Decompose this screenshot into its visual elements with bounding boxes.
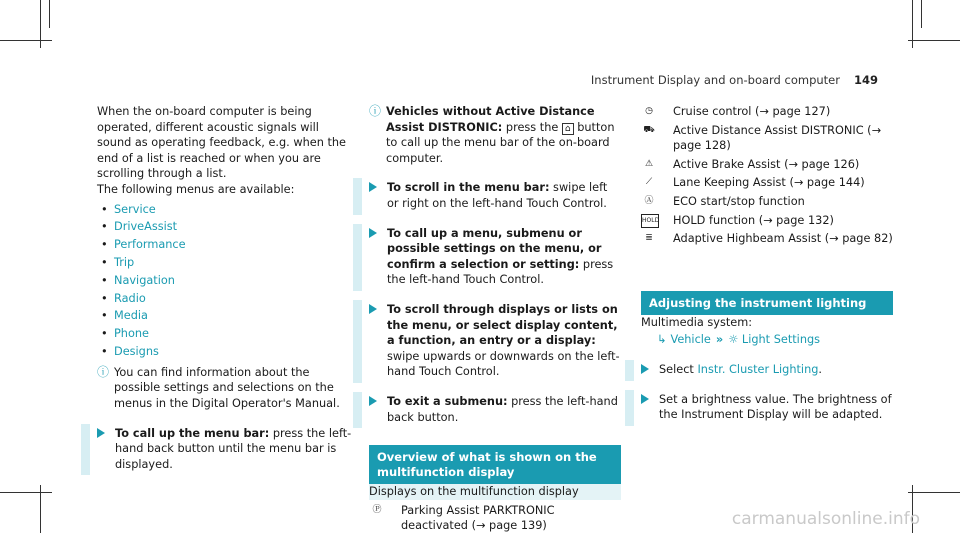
info-icon: ⓘ (369, 104, 382, 118)
bullet: • (101, 344, 108, 358)
eco-icon: Ⓐ (644, 195, 654, 206)
info-note: ⓘ You can find information about the possible settings and selections on the menus in the Digital Operator's Manual. (97, 364, 340, 410)
bullet: • (101, 255, 108, 269)
section-title-lighting: Adjusting the instrument lighting (641, 291, 893, 315)
menu-item-trip[interactable]: • Trip (97, 254, 352, 272)
crop-mark (921, 0, 922, 28)
bullet: • (101, 309, 108, 323)
crop-mark (0, 40, 52, 41)
menu-item-performance[interactable]: • Performance (97, 236, 352, 254)
path-separator-icon: » (715, 333, 724, 347)
step-arrow-icon (641, 364, 649, 374)
bullet: • (101, 220, 108, 234)
crop-mark (49, 0, 50, 28)
step-exit-submenu: To exit a submenu: press the left-hand back button. (369, 394, 621, 425)
hold-icon: HOLD (641, 214, 659, 228)
distronic-icon: ⛟ (643, 124, 655, 135)
menu-item-media[interactable]: • Media (97, 307, 352, 325)
info-note-distronic: ⓘ Vehicles without Active Distance Assist DISTRONIC: press the ⌂ button to call up the menu bar of the on-board computer. (369, 104, 615, 165)
symbol-distronic: ⛟ Active Distance Assist DISTRONIC (→ page 128) (641, 123, 893, 154)
watermark: carmanualsonline.info (731, 509, 920, 529)
symbol-eco: Ⓐ ECO start/stop function (641, 194, 893, 210)
page-number: 149 (853, 73, 878, 87)
page-header (591, 73, 878, 87)
menu-item-radio[interactable]: • Radio (97, 290, 352, 308)
bullet: • (101, 202, 108, 216)
column-left (97, 104, 352, 472)
step-arrow-icon (369, 228, 377, 238)
step-arrow-icon (369, 304, 377, 314)
path-vehicle[interactable]: Vehicle (670, 333, 711, 347)
column-middle (369, 104, 621, 534)
bullet: • (101, 291, 108, 305)
brake-assist-off-icon: ⚠ (644, 158, 654, 169)
symbol-brake-assist: ⚠ Active Brake Assist (→ page 126) (641, 157, 893, 173)
menu-item-service[interactable]: • Service (97, 201, 352, 219)
menu-item-designs[interactable]: • Designs (97, 343, 352, 361)
intro-paragraph: When the on-board computer is being operated, different acoustic signals will sound as operating feedback, e.g. when the end of a list is reached or when you are scrolling through a list. (97, 105, 346, 181)
symbol-highbeam: ≣ Adaptive Highbeam Assist (→ page 82) (641, 231, 893, 247)
step-call-submenu: To call up a menu, submenu or possible settings on the menu, or confirm a selection or setting: press the left-hand Touch Control. (369, 226, 621, 288)
displays-intro: Displays on the multifunction display (369, 484, 621, 500)
highbeam-icon: ≣ (645, 233, 653, 244)
path-light-settings[interactable]: Light Settings (741, 333, 821, 347)
menu-list (97, 201, 352, 361)
step-arrow-icon (97, 428, 105, 438)
menu-item-driveassist[interactable]: • DriveAssist (97, 218, 352, 236)
symbol-lane-keeping: ⟋ Lane Keeping Assist (→ page 144) (641, 175, 893, 191)
step-call-menu-bar: To call up the menu bar: press the left-hand back button until the menu bar is displayed. (97, 426, 352, 473)
link-instr-cluster-lighting[interactable]: Instr. Cluster Lighting (697, 362, 819, 376)
bullet: • (101, 327, 108, 341)
system-label: Multimedia system: (641, 315, 753, 329)
step-set-brightness: Set a brightness value. The brightness of the Instrument Display will be adapted. (641, 392, 893, 423)
info-icon: ⓘ (97, 364, 110, 379)
return-arrow-icon: ↳ (657, 333, 667, 347)
header-title: Instrument Display and on-board computer (590, 73, 840, 87)
menu-item-navigation[interactable]: • Navigation (97, 272, 352, 290)
crop-mark (908, 40, 960, 41)
crop-mark (908, 492, 960, 493)
step-select-lighting: Select Instr. Cluster Lighting. (641, 362, 893, 378)
crop-mark (0, 492, 52, 493)
step-scroll-menu-bar: To scroll in the menu bar: swipe left or right on the left-hand Touch Control. (369, 180, 621, 211)
parktronic-off-icon: Ⓟ (372, 504, 382, 515)
step-arrow-icon (641, 394, 649, 404)
bullet: • (101, 238, 108, 252)
section-title-overview: Overview of what is shown on the multifunction display (369, 445, 621, 484)
step-arrow-icon (369, 396, 377, 406)
symbol-hold: HOLD HOLD function (→ page 132) (642, 213, 834, 227)
bullet: • (101, 273, 108, 287)
step-scroll-displays: To scroll through displays or lists on the menu, or select display content, a function, an entry or a display: swipe upwards or downwards on the left-hand Touch Control. (369, 302, 621, 380)
column-right (641, 104, 893, 423)
menus-intro: The following menus are available: (97, 182, 295, 196)
light-settings-icon: ☼ (728, 333, 739, 347)
symbol-parktronic: Ⓟ Parking Assist PARKTRONIC deactivated (→ page 139) (369, 503, 621, 534)
menu-path (641, 332, 893, 348)
step-arrow-icon (369, 182, 377, 192)
menu-item-phone[interactable]: • Phone (97, 325, 352, 343)
symbol-cruise: ◷ Cruise control (→ page 127) (641, 104, 893, 120)
lane-keeping-icon: ⟋ (645, 177, 653, 188)
cruise-control-icon: ◷ (645, 106, 653, 116)
home-icon: ⌂ (562, 123, 574, 135)
